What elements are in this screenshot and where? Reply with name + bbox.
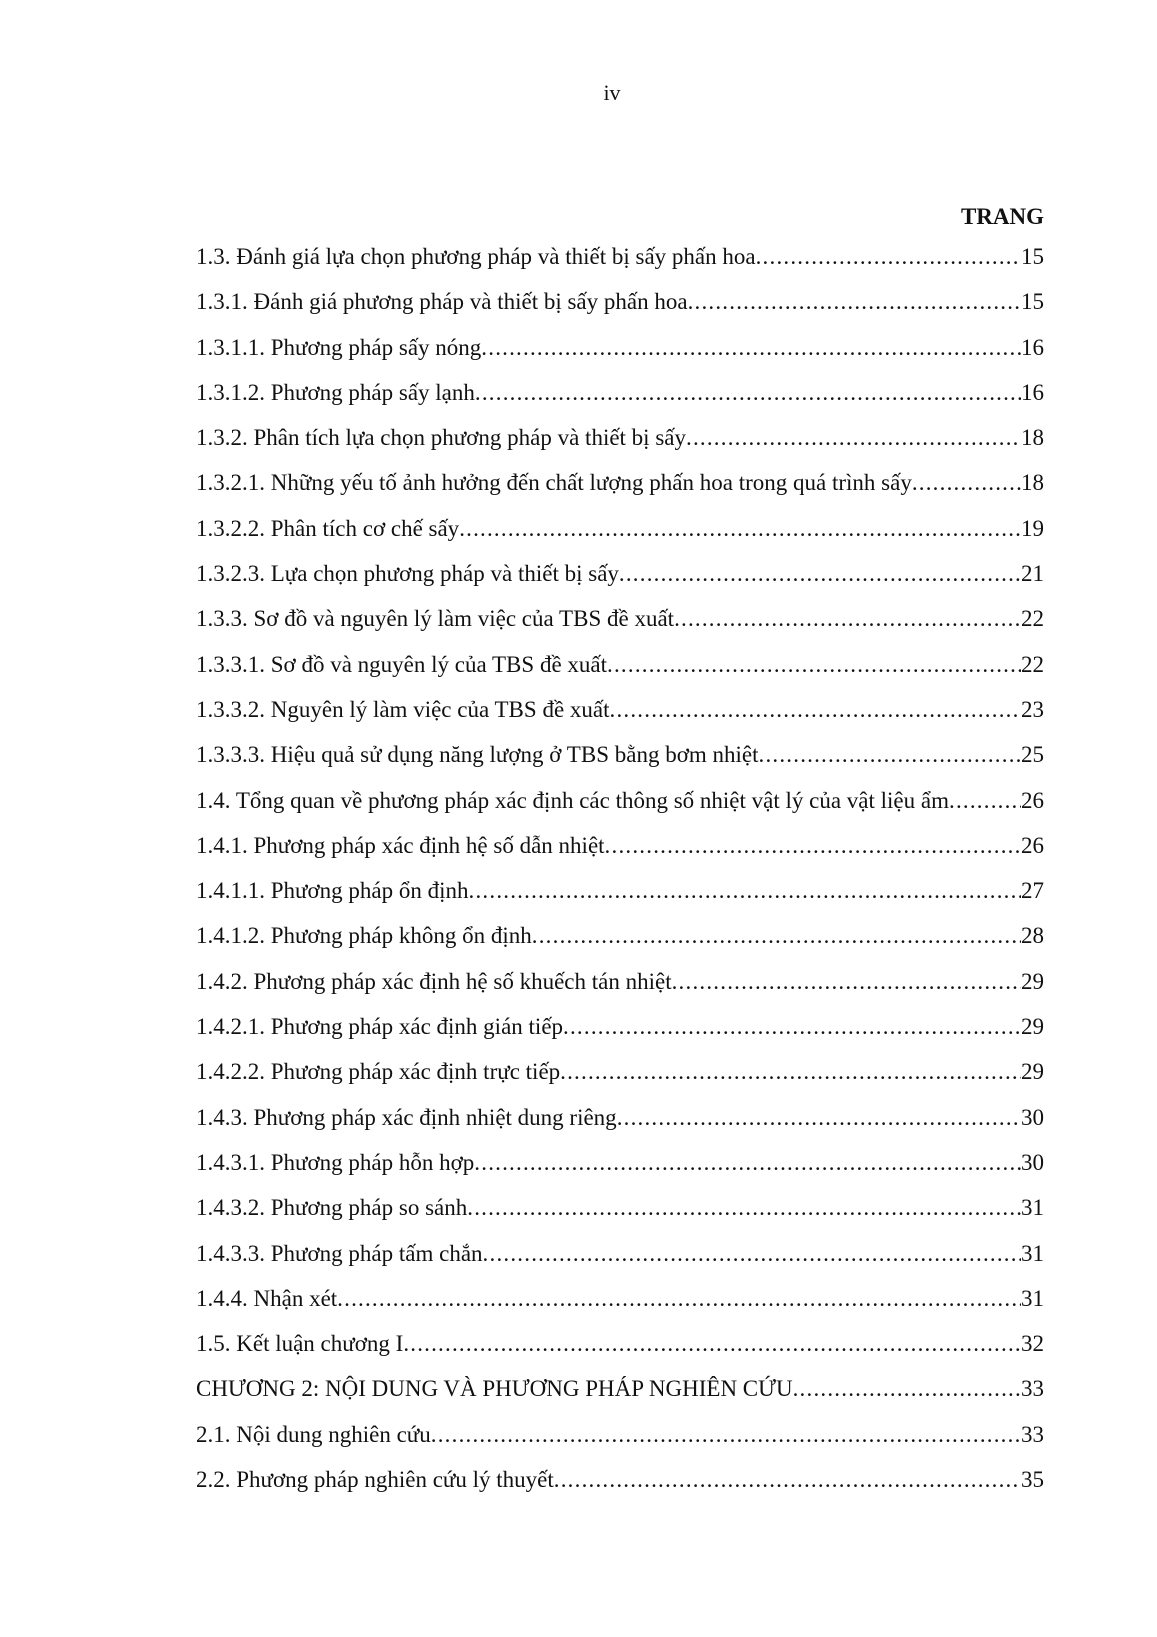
toc-entry[interactable] (196, 1095, 1044, 1140)
toc-entry-title: 1.4.2. Phương pháp xác định hệ số khuếch tán nhiệt (196, 968, 672, 994)
toc-entry-page: 16 (1021, 334, 1044, 360)
toc-entry-title: 1.3. Đánh giá lựa chọn phương pháp và thiết bị sấy phấn hoa (196, 244, 756, 269)
toc-entry[interactable] (196, 234, 1044, 279)
toc-entry-page: 32 (1021, 1331, 1044, 1357)
toc-entry-page: 31 (1021, 1195, 1044, 1221)
toc-entry-page: 23 (1021, 696, 1044, 722)
toc-entry-page: 19 (1021, 515, 1044, 541)
dot-leader (912, 460, 1021, 505)
toc-entry-page: 29 (1021, 1059, 1044, 1085)
toc-entry-page: 28 (1021, 923, 1044, 949)
page-number: iv (603, 80, 621, 105)
toc-entry[interactable] (196, 1049, 1044, 1094)
toc-entry-title: CHƯƠNG 2: NỘI DUNG VÀ PHƯƠNG PHÁP NGHIÊN CỨU (196, 1376, 793, 1402)
toc-entry[interactable] (196, 1366, 1044, 1411)
toc-entry-page: 22 (1021, 606, 1044, 632)
dot-leader (459, 506, 1021, 551)
toc-entry[interactable] (196, 551, 1044, 596)
dot-leader (563, 1004, 1021, 1049)
toc-entry-title: 1.4.4. Nhận xét (196, 1285, 338, 1311)
toc-entry-title: 1.4.2.1. Phương pháp xác định gián tiếp (196, 1014, 564, 1040)
dot-leader (686, 415, 1021, 460)
toc-entry[interactable] (196, 823, 1044, 868)
toc-entry[interactable] (196, 868, 1044, 913)
toc-entry[interactable] (196, 506, 1044, 551)
toc-entry-title: 1.3.1.2. Phương pháp sấy lạnh (196, 379, 475, 405)
toc-entry[interactable] (196, 687, 1044, 732)
toc-entry[interactable] (196, 1231, 1044, 1276)
dot-leader (532, 913, 1021, 958)
toc-entry[interactable] (196, 415, 1044, 460)
toc-entry-title: 1.3.2.3. Lựa chọn phương pháp và thiết bị sấy (196, 561, 619, 587)
dot-leader (481, 325, 1021, 370)
toc-entry-page: 30 (1021, 1104, 1044, 1130)
toc-entry[interactable] (196, 596, 1044, 641)
dot-leader (474, 1140, 1021, 1185)
dot-leader (617, 1095, 1021, 1140)
dot-leader (560, 1049, 1021, 1094)
toc-entry-page: 18 (1021, 470, 1044, 496)
toc-entry[interactable] (196, 1004, 1044, 1049)
toc-entry-title: 1.3.2.2. Phân tích cơ chế sấy (196, 515, 460, 541)
dot-leader (403, 1321, 1021, 1366)
toc-entry-title: 1.4.1.1. Phương pháp ổn định (196, 878, 469, 904)
dot-leader (337, 1276, 1021, 1321)
toc-entry[interactable] (196, 913, 1044, 958)
dot-leader (619, 551, 1021, 596)
toc-entry[interactable] (196, 279, 1044, 324)
toc-entry[interactable] (196, 1457, 1044, 1502)
dot-leader (672, 959, 1021, 1004)
toc-entry-title: 1.4.1.2. Phương pháp không ổn định (196, 923, 532, 949)
toc-entry-page: 29 (1021, 968, 1044, 994)
dot-leader (688, 279, 1021, 324)
toc-entry[interactable] (196, 732, 1044, 777)
toc-entry-title: 1.3.1. Đánh giá phương pháp và thiết bị sấy phấn hoa (196, 289, 688, 315)
toc-entry-page: 15 (1021, 289, 1044, 315)
toc-entry-page: 29 (1021, 1014, 1044, 1040)
toc-entry[interactable] (196, 1321, 1044, 1366)
toc-entry-page: 21 (1021, 561, 1044, 587)
toc-entry-title: 1.4. Tổng quan về phương pháp xác định các thông số nhiệt vật lý của vật liệu ẩm (196, 787, 949, 813)
toc-entry-page: 27 (1021, 878, 1044, 904)
toc-entry[interactable] (196, 1412, 1044, 1457)
table-of-contents (196, 200, 1044, 1502)
toc-entry[interactable] (196, 778, 1044, 823)
toc-entry-title: 2.1. Nội dung nghiên cứu (196, 1421, 431, 1447)
dot-leader (674, 596, 1021, 641)
toc-entry-page: 26 (1021, 787, 1044, 813)
toc-entry-page: 33 (1021, 1376, 1044, 1402)
dot-leader (610, 687, 1022, 732)
toc-entry[interactable] (196, 460, 1044, 505)
dot-leader (469, 868, 1021, 913)
toc-entry-title: 2.2. Phương pháp nghiên cứu lý thuyết (196, 1467, 554, 1493)
toc-entry-title: 1.3.3. Sơ đồ và nguyên lý làm việc của TBS đề xuất (196, 606, 675, 632)
toc-entry-page: 18 (1021, 425, 1044, 451)
toc-entry-title: 1.3.1.1. Phương pháp sấy nóng (196, 334, 482, 360)
toc-entry[interactable] (196, 325, 1044, 370)
dot-leader (605, 823, 1021, 868)
toc-page-column-header: TRANG (960, 204, 1044, 229)
dot-leader (793, 1366, 1021, 1411)
toc-entry-page: 16 (1021, 379, 1044, 405)
toc-entry-page: 25 (1021, 742, 1044, 768)
toc-entry-title: 1.4.3. Phương pháp xác định nhiệt dung riêng (196, 1104, 617, 1130)
toc-entry-title: 1.4.3.3. Phương pháp tấm chắn (196, 1240, 483, 1266)
toc-entry-title: 1.4.3.1. Phương pháp hỗn hợp (196, 1149, 475, 1175)
toc-entry-title: 1.4.2.2. Phương pháp xác định trực tiếp (196, 1059, 561, 1085)
toc-entries (196, 234, 1044, 1502)
toc-entry-page: 26 (1021, 832, 1044, 858)
toc-entry-title: 1.3.3.1. Sơ đồ và nguyên lý của TBS đề xuất (196, 651, 608, 677)
dot-leader (756, 234, 1021, 279)
toc-entry[interactable] (196, 642, 1044, 687)
dot-leader (467, 1185, 1021, 1230)
toc-entry-page: 31 (1021, 1240, 1044, 1266)
toc-entry-page: 22 (1021, 651, 1044, 677)
toc-entry-title: 1.3.3.2. Nguyên lý làm việc của TBS đề xuất (196, 696, 610, 722)
toc-entry-title: 1.3.3.3. Hiệu quả sử dụng năng lượng ở TBS bằng bơm nhiệt (196, 742, 759, 768)
toc-entry-page: 30 (1021, 1149, 1044, 1175)
dot-leader (431, 1412, 1021, 1457)
toc-entry-page: 15 (1021, 244, 1044, 269)
toc-entry[interactable] (196, 370, 1044, 415)
toc-entry-page: 33 (1021, 1421, 1044, 1447)
dot-leader (483, 1231, 1021, 1276)
toc-entry-title: 1.3.2.1. Những yếu tố ảnh hưởng đến chất lượng phấn hoa trong quá trình sấy (196, 470, 912, 496)
toc-entry-title: 1.3.2. Phân tích lựa chọn phương pháp và thiết bị sấy (196, 425, 686, 451)
toc-entry-title: 1.5. Kết luận chương I (196, 1331, 404, 1357)
dot-leader (949, 778, 1021, 823)
toc-entry-page: 31 (1021, 1285, 1044, 1311)
toc-entry[interactable] (196, 959, 1044, 1004)
toc-entry-title: 1.4.1. Phương pháp xác định hệ số dẫn nhiệt (196, 832, 605, 858)
dot-leader (607, 642, 1021, 687)
toc-entry-title: 1.4.3.2. Phương pháp so sánh (196, 1195, 468, 1221)
toc-entry[interactable] (196, 1185, 1044, 1230)
dot-leader (554, 1457, 1021, 1502)
toc-entry[interactable] (196, 1140, 1044, 1185)
toc-entry-page: 35 (1021, 1467, 1044, 1493)
dot-leader (475, 370, 1021, 415)
toc-entry[interactable] (196, 1276, 1044, 1321)
dot-leader (759, 732, 1022, 777)
